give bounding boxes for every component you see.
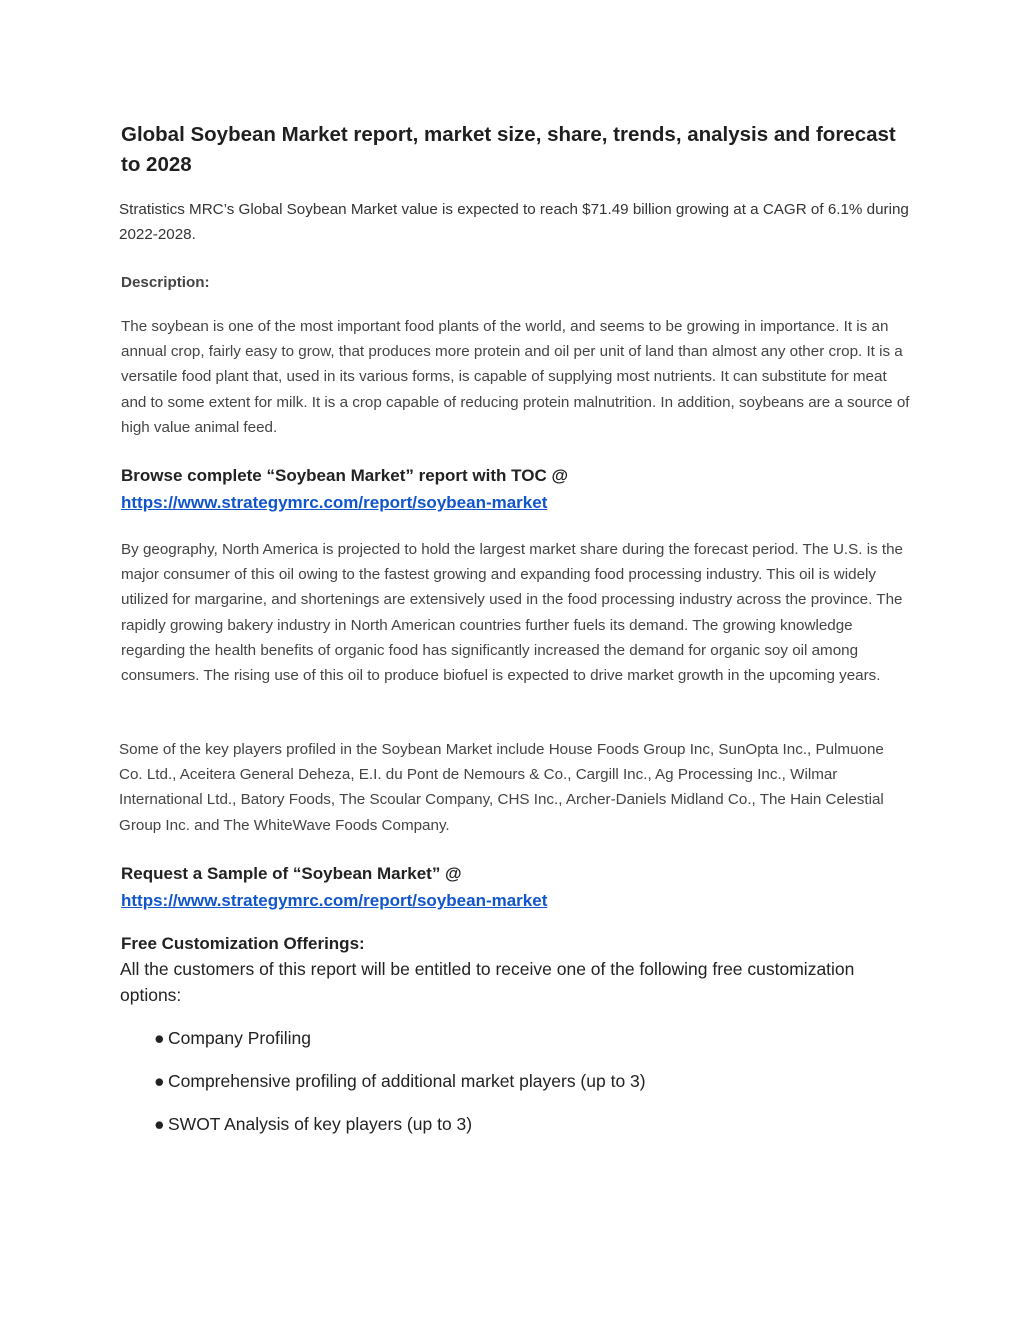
list-item bbox=[154, 1069, 854, 1093]
bullet-icon: ● bbox=[154, 1114, 165, 1134]
option-label: SWOT Analysis of key players (up to 3) bbox=[168, 1114, 473, 1134]
option-label: Company Profiling bbox=[168, 1028, 311, 1048]
browse-report-label: Browse complete “Soybean Market” report with TOC @ bbox=[121, 466, 569, 485]
browse-report-section bbox=[121, 462, 911, 516]
key-players-paragraph: Some of the key players profiled in the Soybean Market include House Foods Group Inc, SunOpta Inc., Pulmuone Co. Ltd., Aceitera General Deheza, E.I. du Pont de Nemours & Co., Cargill Inc., Ag Processing Inc., Wilmar International Ltd., Batory Foods, The Scoular Company, CHS Inc., Archer-Daniels Midland Co., The Hain Celestial Group Inc. and The WhiteWave Foods Company. bbox=[119, 741, 884, 834]
report-title: Global Soybean Market report, market size, share, trends, analysis and forecast to 2028 bbox=[121, 123, 896, 176]
customization-heading: Free Customization Offerings: bbox=[121, 934, 365, 953]
customization-paragraph: All the customers of this report will be entitled to receive one of the following free customization options: bbox=[120, 959, 855, 1005]
list-item bbox=[154, 1026, 854, 1050]
request-sample-label: Request a Sample of “Soybean Market” @ bbox=[121, 864, 462, 883]
description-paragraph: The soybean is one of the most important food plants of the world, and seems to be growing in importance. It is an annual crop, fairly easy to grow, that produces more protein and oil per unit of land than almost any other crop. It is a versatile food plant that, used in its various forms, is capable of supplying most nutrients. It can substitute for meat and to some extent for milk. It is a crop capable of reducing protein malnutrition. In addition, soybeans are a source of high value animal feed. bbox=[121, 318, 910, 436]
bullet-icon: ● bbox=[154, 1071, 165, 1091]
description-heading: Description: bbox=[121, 274, 210, 291]
geography-paragraph: By geography, North America is projected to hold the largest market share during the forecast period. The U.S. is the major consumer of this oil owing to the fastest growing and expanding food processing industry. This oil is widely utilized for margarine, and shortenings are extensively used in the food processing industry across the province. The rapidly growing bakery industry in North American countries further fuels its demand. The growing knowledge regarding the health benefits of organic food has significantly increased the demand for organic soy oil among consumers. The rising use of this oil to produce biofuel is expected to drive market growth in the upcoming years. bbox=[121, 541, 903, 685]
request-sample-section bbox=[121, 860, 911, 914]
browse-report-link[interactable]: https://www.strategymrc.com/report/soybean-market bbox=[121, 493, 548, 512]
intro-paragraph: Stratistics MRC’s Global Soybean Market value is expected to reach $71.49 billion growing at a CAGR of 6.1% during 2022-2028. bbox=[119, 201, 909, 243]
list-item bbox=[154, 1112, 854, 1136]
option-label: Comprehensive profiling of additional market players (up to 3) bbox=[168, 1071, 646, 1091]
bullet-icon: ● bbox=[154, 1028, 165, 1048]
request-sample-link[interactable]: https://www.strategymrc.com/report/soybean-market bbox=[121, 891, 548, 910]
